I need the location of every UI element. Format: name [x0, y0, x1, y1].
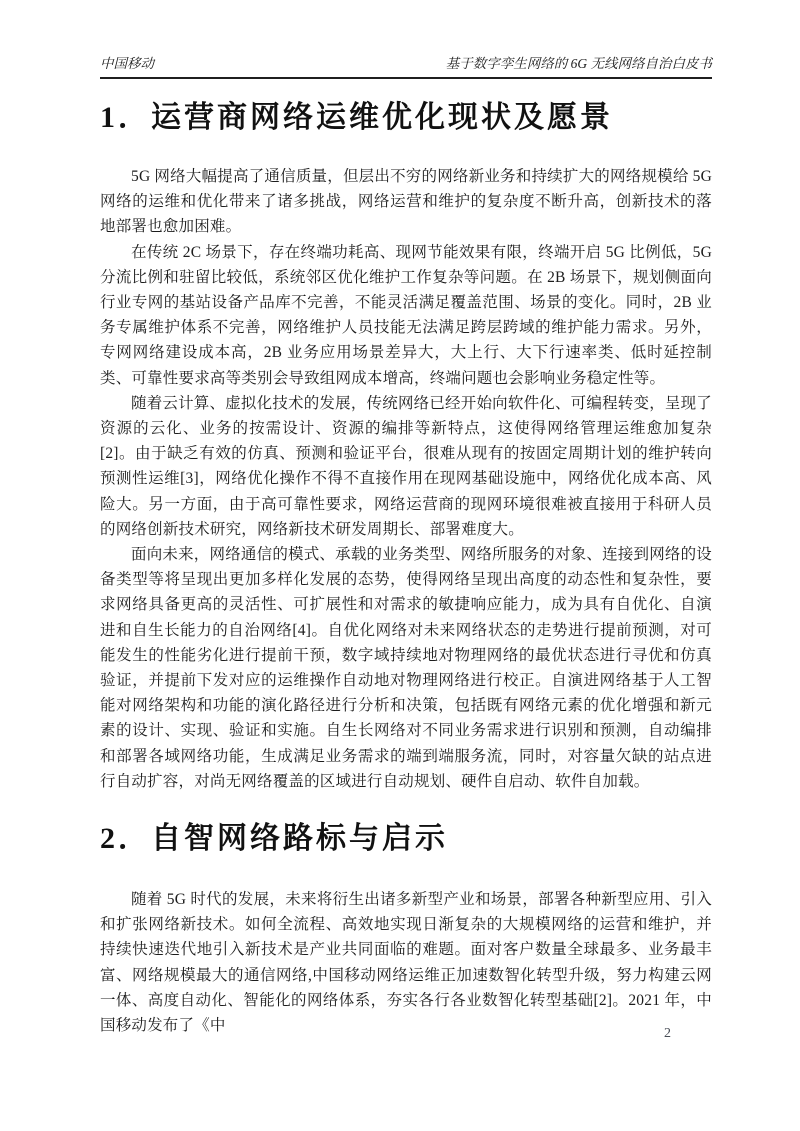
section-2-heading: 2．自智网络路标与启示 [100, 822, 448, 856]
paragraph: 面向未来，网络通信的模式、承载的业务类型、网络所服务的对象、连接到网络的设备类型等将呈现出更加多样化发展的态势，使得网络呈现出高度的动态性和复杂性，要求网络具备更高的灵活性、可扩展性和对需求的敏捷响应能力，成为具有自优化、自演进和自生长能力的自治网络[4]。自优化网络对未来网络状态的走势进行提前预测，对可能发生的性能劣化进行提前干预，数字域持续地对物理网络的最优状态进行寻优和仿真验证，并提前下发对应的运维操作自动地对物理网络进行校正。自演进网络基于人工智能对网络架构和功能的演化路径进行分析和决策，包括既有网络元素的优化增强和新元素的设计、实现、验证和实施。自生长网络对不同业务需求进行识别和预测，自动编排和部署各域网络功能，生成满足业务需求的端到端服务流，同时，对容量欠缺的站点进行自动扩容，对尚无网络覆盖的区域进行自动规划、硬件自启动、软件自加载。 [100, 546, 712, 790]
page-header [100, 55, 712, 79]
page-content [100, 78, 712, 1038]
section-1-heading: 1．运营商网络运维优化现状及愿景 [100, 101, 613, 134]
header-left-text: 中国移动 [100, 56, 154, 71]
section-2-body [100, 887, 712, 1038]
paragraph: 在传统 2C 场景下，存在终端功耗高、现网节能效果有限，终端开启 5G 比例低，5G 分流比例和驻留比较低，系统邻区优化维护工作复杂等问题。在 2B 场景下，规划侧面向行业专网的基站设备产品库不完善，不能灵活满足覆盖范围、场景的变化。同时，2B 业务专属维护体系不完善，网络维护人员技能无法满足跨层跨域的维护能力需求。另外，专网网络建设成本高，2B 业务应用场景差异大，大上行、大下行速率类、低时延控制类、可靠性要求高等类别会导致组网成本增高，终端问题也会影响业务稳定性等。 [100, 243, 712, 387]
page-number: 2 [664, 1026, 671, 1041]
paragraph: 5G 网络大幅提高了通信质量，但层出不穷的网络新业务和持续扩大的网络规模给 5G 网络的运维和优化带来了诸多挑战，网络运营和维护的复杂度不断升高，创新技术的落地部署也愈加困难。 [100, 168, 712, 236]
paragraph: 随着云计算、虚拟化技术的发展，传统网络已经开始向软件化、可编程转变，呈现了资源的云化、业务的按需设计、资源的编排等新特点，这使得网络管理运维愈加复杂[2]。由于缺乏有效的仿真、预测和验证平台，很难从现有的按固定周期计划的维护转向预测性运维[3]，网络优化操作不得不直接作用在现网基础设施中，网络优化成本高、风险大。另一方面，由于高可靠性要求，网络运营商的现网环境很难被直接用于科研人员的网络创新技术研究，网络新技术研发周期长、部署难度大。 [100, 394, 712, 538]
header-right-text: 基于数字孪生网络的 6G 无线网络自治白皮书 [445, 56, 712, 71]
section-1-body [100, 164, 712, 794]
paragraph: 随着 5G 时代的发展，未来将衍生出诸多新型产业和场景，部署各种新型应用、引入和扩张网络新技术。如何全流程、高效地实现日渐复杂的大规模网络的运营和维护，并持续快速迭代地引入新技术是产业共同面临的难题。面对客户数量全球最多、业务最丰富、网络规模最大的通信网络,中国移动网络运维正加速数智化转型升级，努力构建云网一体、高度自动化、智能化的网络体系，夯实各行各业数智化转型基础[2]。2021 年，中国移动发布了《中 [100, 891, 712, 1035]
